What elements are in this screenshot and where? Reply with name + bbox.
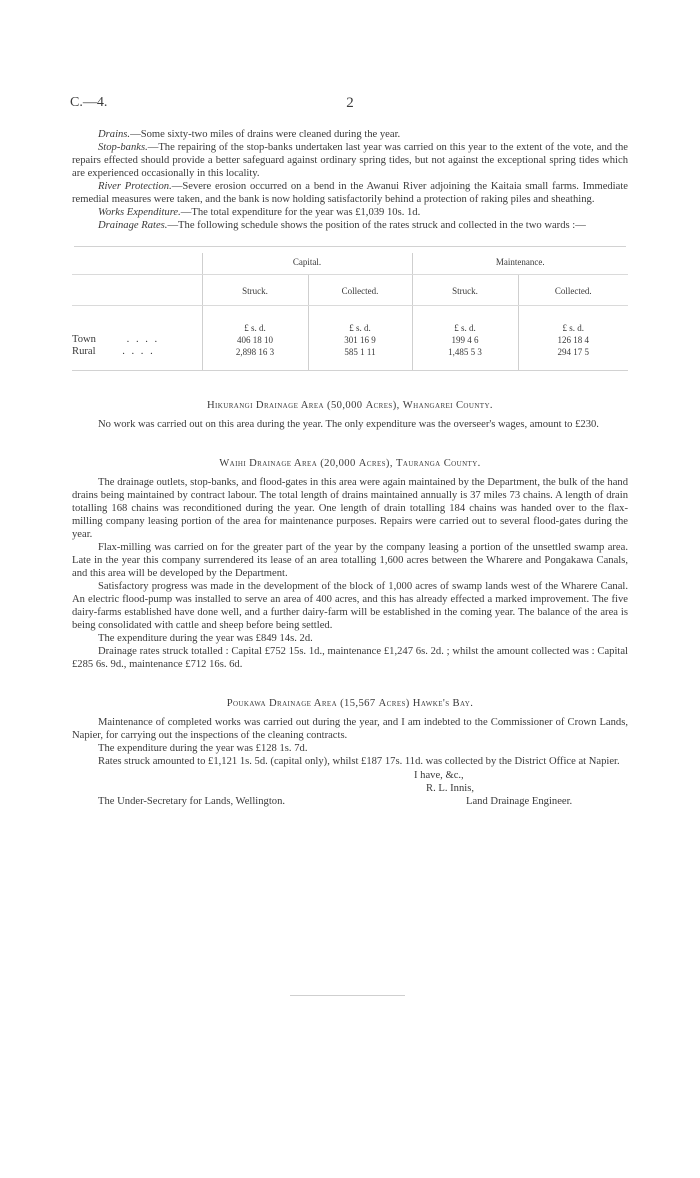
drainage-rates-paragraph [72,219,628,232]
poukawa-paragraph: The expenditure during the year was £128 1s. 7d. [98,743,308,754]
currency-units: £ s. d. [308,306,412,335]
report-reference: C.—4. [70,95,108,110]
leader-dots: . . . . [122,346,155,357]
rates-table [72,253,628,370]
waihi-paragraph: Satisfactory progress was made in the development of the block of 1,000 acres of swamp lands west of the Wharere Canal. An electric flood-pump was installed to serve an area of 400 acres, and this has already effected a marked improvement. The five dairy-farms established have done well, and a further dairy-farm will be established in the coming year. The balance of the area is being consolidated with cattle and sheep before being settled. [72,581,628,631]
capital-collected-value: 301 16 9 [308,334,412,346]
document-body [72,128,628,813]
table-group-header-row [72,253,628,275]
poukawa-heading: Poukawa Drainage Area (15,567 Acres) Hawke's Bay. [226,698,474,709]
river-protection-paragraph [72,180,628,206]
capital-collected-header: Collected. [308,275,412,306]
hikurangi-paragraph: No work was carried out on this area during the year. The only expenditure was the overseer's wages, amount to £230. [98,419,599,430]
waihi-paragraph: The expenditure during the year was £849 14s. 2d. [98,633,313,644]
river-protection-label: River Protection. [98,181,172,192]
row-label: Town [72,334,96,345]
drainage-rates-label: Drainage Rates. [98,220,168,231]
leader-dots: . . . . [126,334,160,345]
table-sub-header-row [72,275,628,306]
waihi-paragraph: Flax-milling was carried on for the greater part of the year by the company leasing a portion of the unsettled swamp area. Late in the year this company surrendered its lease of an area totalling 1,600 acres between the Wharere and Pongakawa Canals, and this area will be developed by the Department. [72,542,628,579]
works-expenditure-label: Works Expenditure. [98,207,181,218]
row-label: Rural [72,346,96,357]
table-top-rule [74,246,626,247]
currency-units: £ s. d. [202,306,308,335]
end-rule [290,995,405,996]
addressee: The Under-Secretary for Lands, Wellington. [98,796,286,807]
capital-struck-value: 2,898 16 3 [202,346,308,370]
poukawa-paragraph: Rates struck amounted to £1,121 1s. 5d. (capital only), whilst £187 17s. 11d. was collected by the District Office at Napier. [98,756,620,767]
signatory-title: Land Drainage Engineer. [466,796,573,807]
table-row [72,346,628,370]
drainage-rates-text: —The following schedule shows the position of the rates struck and collected in the two wards :— [167,220,586,231]
waihi-paragraph: Drainage rates struck totalled : Capital £752 15s. 1d., maintenance £1,247 6s. 2d. ; whilst the amount collected was : Capital £285 6s. 9d., maintenance £712 16s. 6d. [72,646,628,670]
waihi-heading: Waihi Drainage Area (20,000 Acres), Tauranga County. [219,458,481,469]
maintenance-collected-value: 126 18 4 [518,334,628,346]
signatory-name: R. L. Innis, [426,783,474,794]
table-bottom-rule [72,370,628,371]
page-number: 2 [346,95,354,111]
works-expenditure-paragraph [72,206,628,219]
drains-label: Drains. [98,129,131,140]
table-row [72,334,628,346]
capital-collected-value: 585 1 11 [308,346,412,370]
stop-banks-label: Stop-banks. [98,142,148,153]
capital-struck-value: 406 18 10 [202,334,308,346]
stop-banks-paragraph [72,141,628,180]
capital-header: Capital. [202,253,412,275]
drains-text: —Some sixty-two miles of drains were cleaned during the year. [130,129,401,140]
maintenance-collected-header: Collected. [518,275,628,306]
capital-struck-header: Struck. [202,275,308,306]
river-protection-text: —Severe erosion occurred on a bend in the Awanui River adjoining the Kaitaia small farms. Immediate remedial measures were taken, and the bank is now holding satisfactorily behind a protection of raking piles and sheathing. [72,181,628,205]
maintenance-struck-value: 1,485 5 3 [412,346,518,370]
maintenance-struck-header: Struck. [412,275,518,306]
signature-block [72,769,628,813]
maintenance-collected-value: 294 17 5 [518,346,628,370]
hikurangi-heading: Hikurangi Drainage Area (50,000 Acres), Whangarei County. [207,400,493,411]
page-header [70,95,630,115]
drains-paragraph [72,128,628,141]
closing-salutation: I have, &c., [414,770,464,781]
maintenance-header: Maintenance. [412,253,628,275]
poukawa-paragraph: Maintenance of completed works was carried out during the year, and I am indebted to the Commissioner of Crown Lands, Napier, for carrying out the inspections of the cleaning contracts. [72,717,628,741]
maintenance-struck-value: 199 4 6 [412,334,518,346]
waihi-paragraph: The drainage outlets, stop-banks, and flood-gates in this area were again maintained by the Department, the bulk of the hand drains being maintained by contract labour. The total length of drains maintained annually is 37 miles 73 chains. A length of drain totalling 168 chains was reconditioned during the year. One length of drain totalling 184 chains was handed over to the flax-milling company leasing portion of the area for maintenance purposes. Repairs were carried out to several flood-gates during the year. [72,477,628,540]
currency-units: £ s. d. [518,306,628,335]
currency-units: £ s. d. [412,306,518,335]
currency-unit-row [72,306,628,335]
works-expenditure-text: —The total expenditure for the year was £1,039 10s. 1d. [180,207,421,218]
stop-banks-text: —The repairing of the stop-banks undertaken last year was carried on this year to the extent of the vote, and the repairs effected should provide a better safeguard against ordinary spring tides, but not against the exceptional spring tides which are experienced occasionally in this locality. [72,142,628,179]
